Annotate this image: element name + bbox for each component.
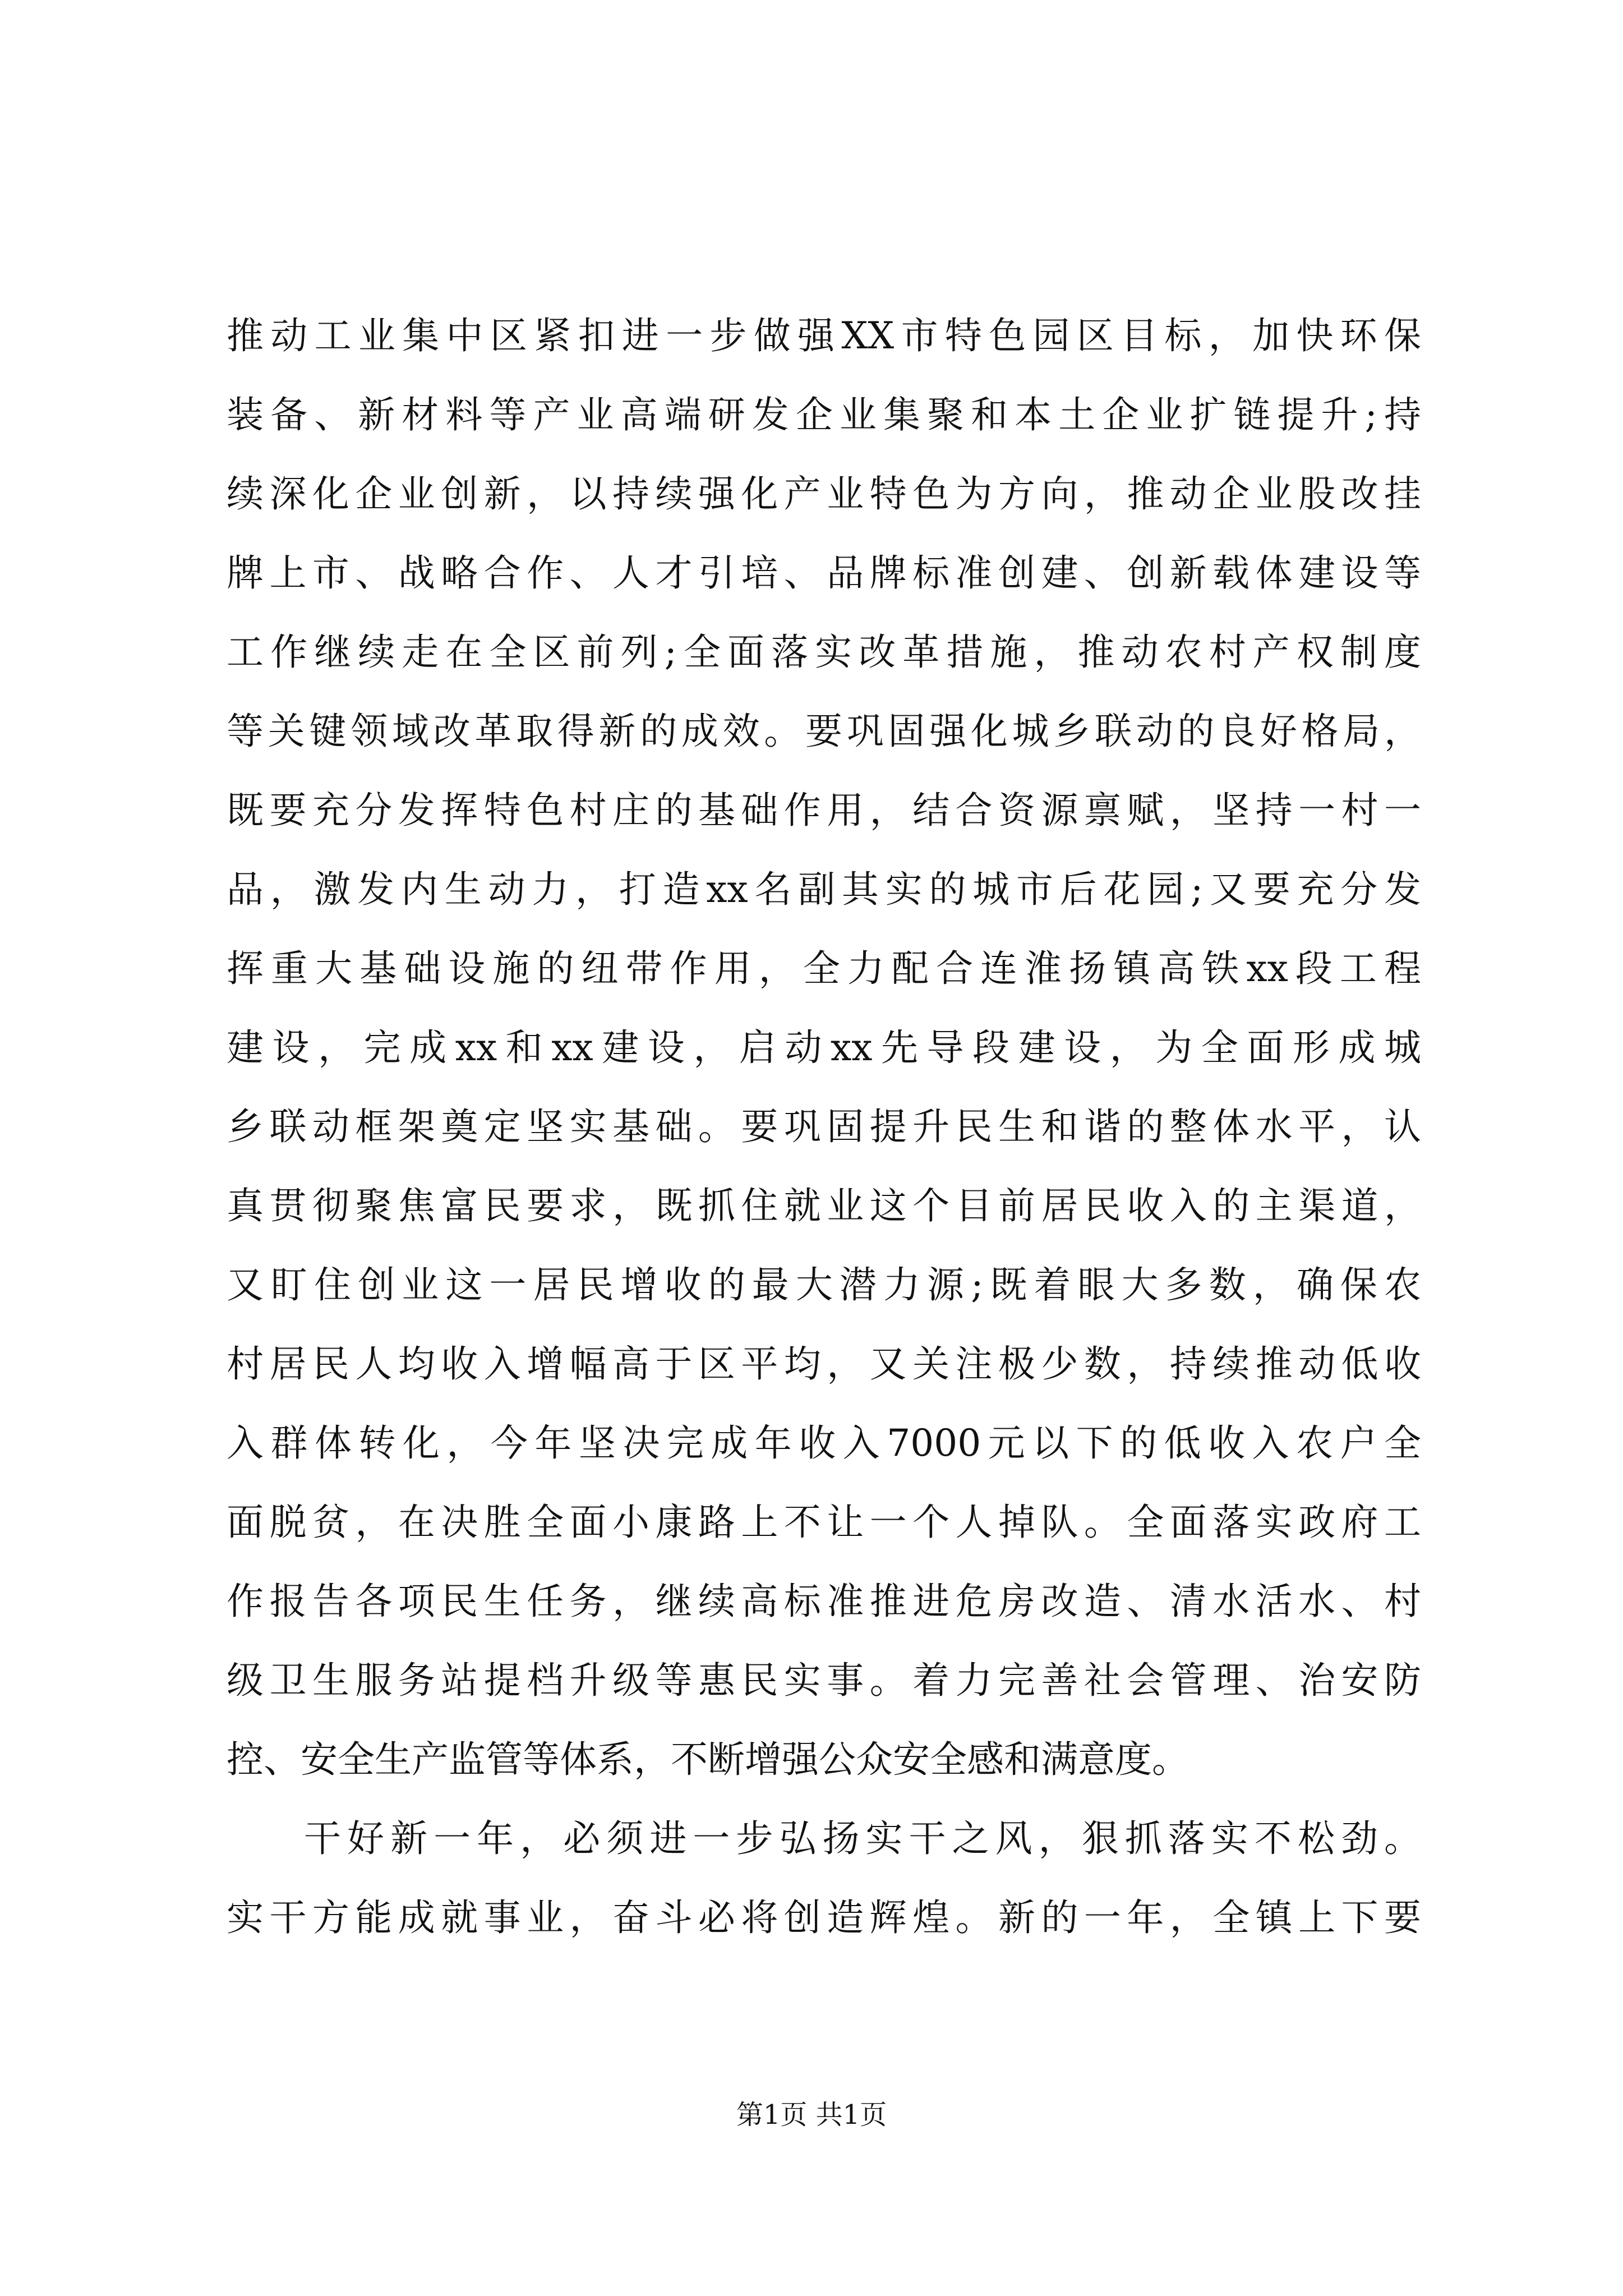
text-line: 乡联动框架奠定坚实基础。要巩固提升民生和谐的整体水平，认 [227, 1105, 1421, 1148]
text-line: 推动工业集中区紧扣进一步做强XX市特色园区目标，加快环保 [227, 314, 1421, 357]
text-line: 牌上市、战略合作、人才引培、品牌标准创建、创新载体建设等 [227, 551, 1421, 595]
text-line: 续深化企业创新，以持续强化产业特色为方向，推动企业股改挂 [227, 472, 1421, 516]
text-line: 品，激发内生动力，打造xx名副其实的城市后花园;又要充分发 [227, 868, 1421, 911]
text-line: 实干方能成就事业，奋斗必将创造辉煌。新的一年，全镇上下要 [227, 1896, 1421, 1939]
text-line: 既要充分发挥特色村庄的基础作用，结合资源禀赋，坚持一村一 [227, 789, 1421, 832]
paragraph [227, 1799, 1421, 1957]
paragraph [227, 296, 1421, 1799]
text-line: 面脱贫，在决胜全面小康路上不让一个人掉队。全面落实政府工 [227, 1501, 1421, 1544]
text-line: 作报告各项民生任务，继续高标准推进危房改造、清水活水、村 [227, 1580, 1421, 1623]
text-line: 又盯住创业这一居民增收的最大潜力源;既着眼大多数，确保农 [227, 1263, 1421, 1306]
text-line: 级卫生服务站提档升级等惠民实事。着力完善社会管理、治安防 [227, 1659, 1421, 1702]
text-line: 干好新一年，必须进一步弘扬实干之风，狠抓落实不松劲。 [304, 1817, 1421, 1860]
text-line: 等关键领域改革取得新的成效。要巩固强化城乡联动的良好格局， [227, 710, 1421, 753]
page-footer: 第1页 共1页 [736, 2099, 887, 2131]
document-body [227, 296, 1421, 1957]
text-line: 真贯彻聚焦富民要求，既抓住就业这个目前居民收入的主渠道， [227, 1184, 1421, 1227]
text-line: 挥重大基础设施的纽带作用，全力配合连淮扬镇高铁xx段工程 [227, 947, 1421, 990]
text-line: 工作继续走在全区前列;全面落实改革措施，推动农村产权制度 [227, 631, 1421, 674]
text-line: 建设，完成xx和xx建设，启动xx先导段建设，为全面形成城 [227, 1026, 1421, 1069]
text-line: 装备、新材料等产业高端研发企业集聚和本土企业扩链提升;持 [227, 393, 1421, 436]
text-line: 入群体转化，今年坚决完成年收入7000元以下的低收入农户全 [227, 1421, 1421, 1465]
text-line: 控、安全生产监管等体系，不断增强公众安全感和满意度。 [227, 1738, 1189, 1781]
text-line: 村居民人均收入增幅高于区平均，又关注极少数，持续推动低收 [227, 1342, 1421, 1386]
